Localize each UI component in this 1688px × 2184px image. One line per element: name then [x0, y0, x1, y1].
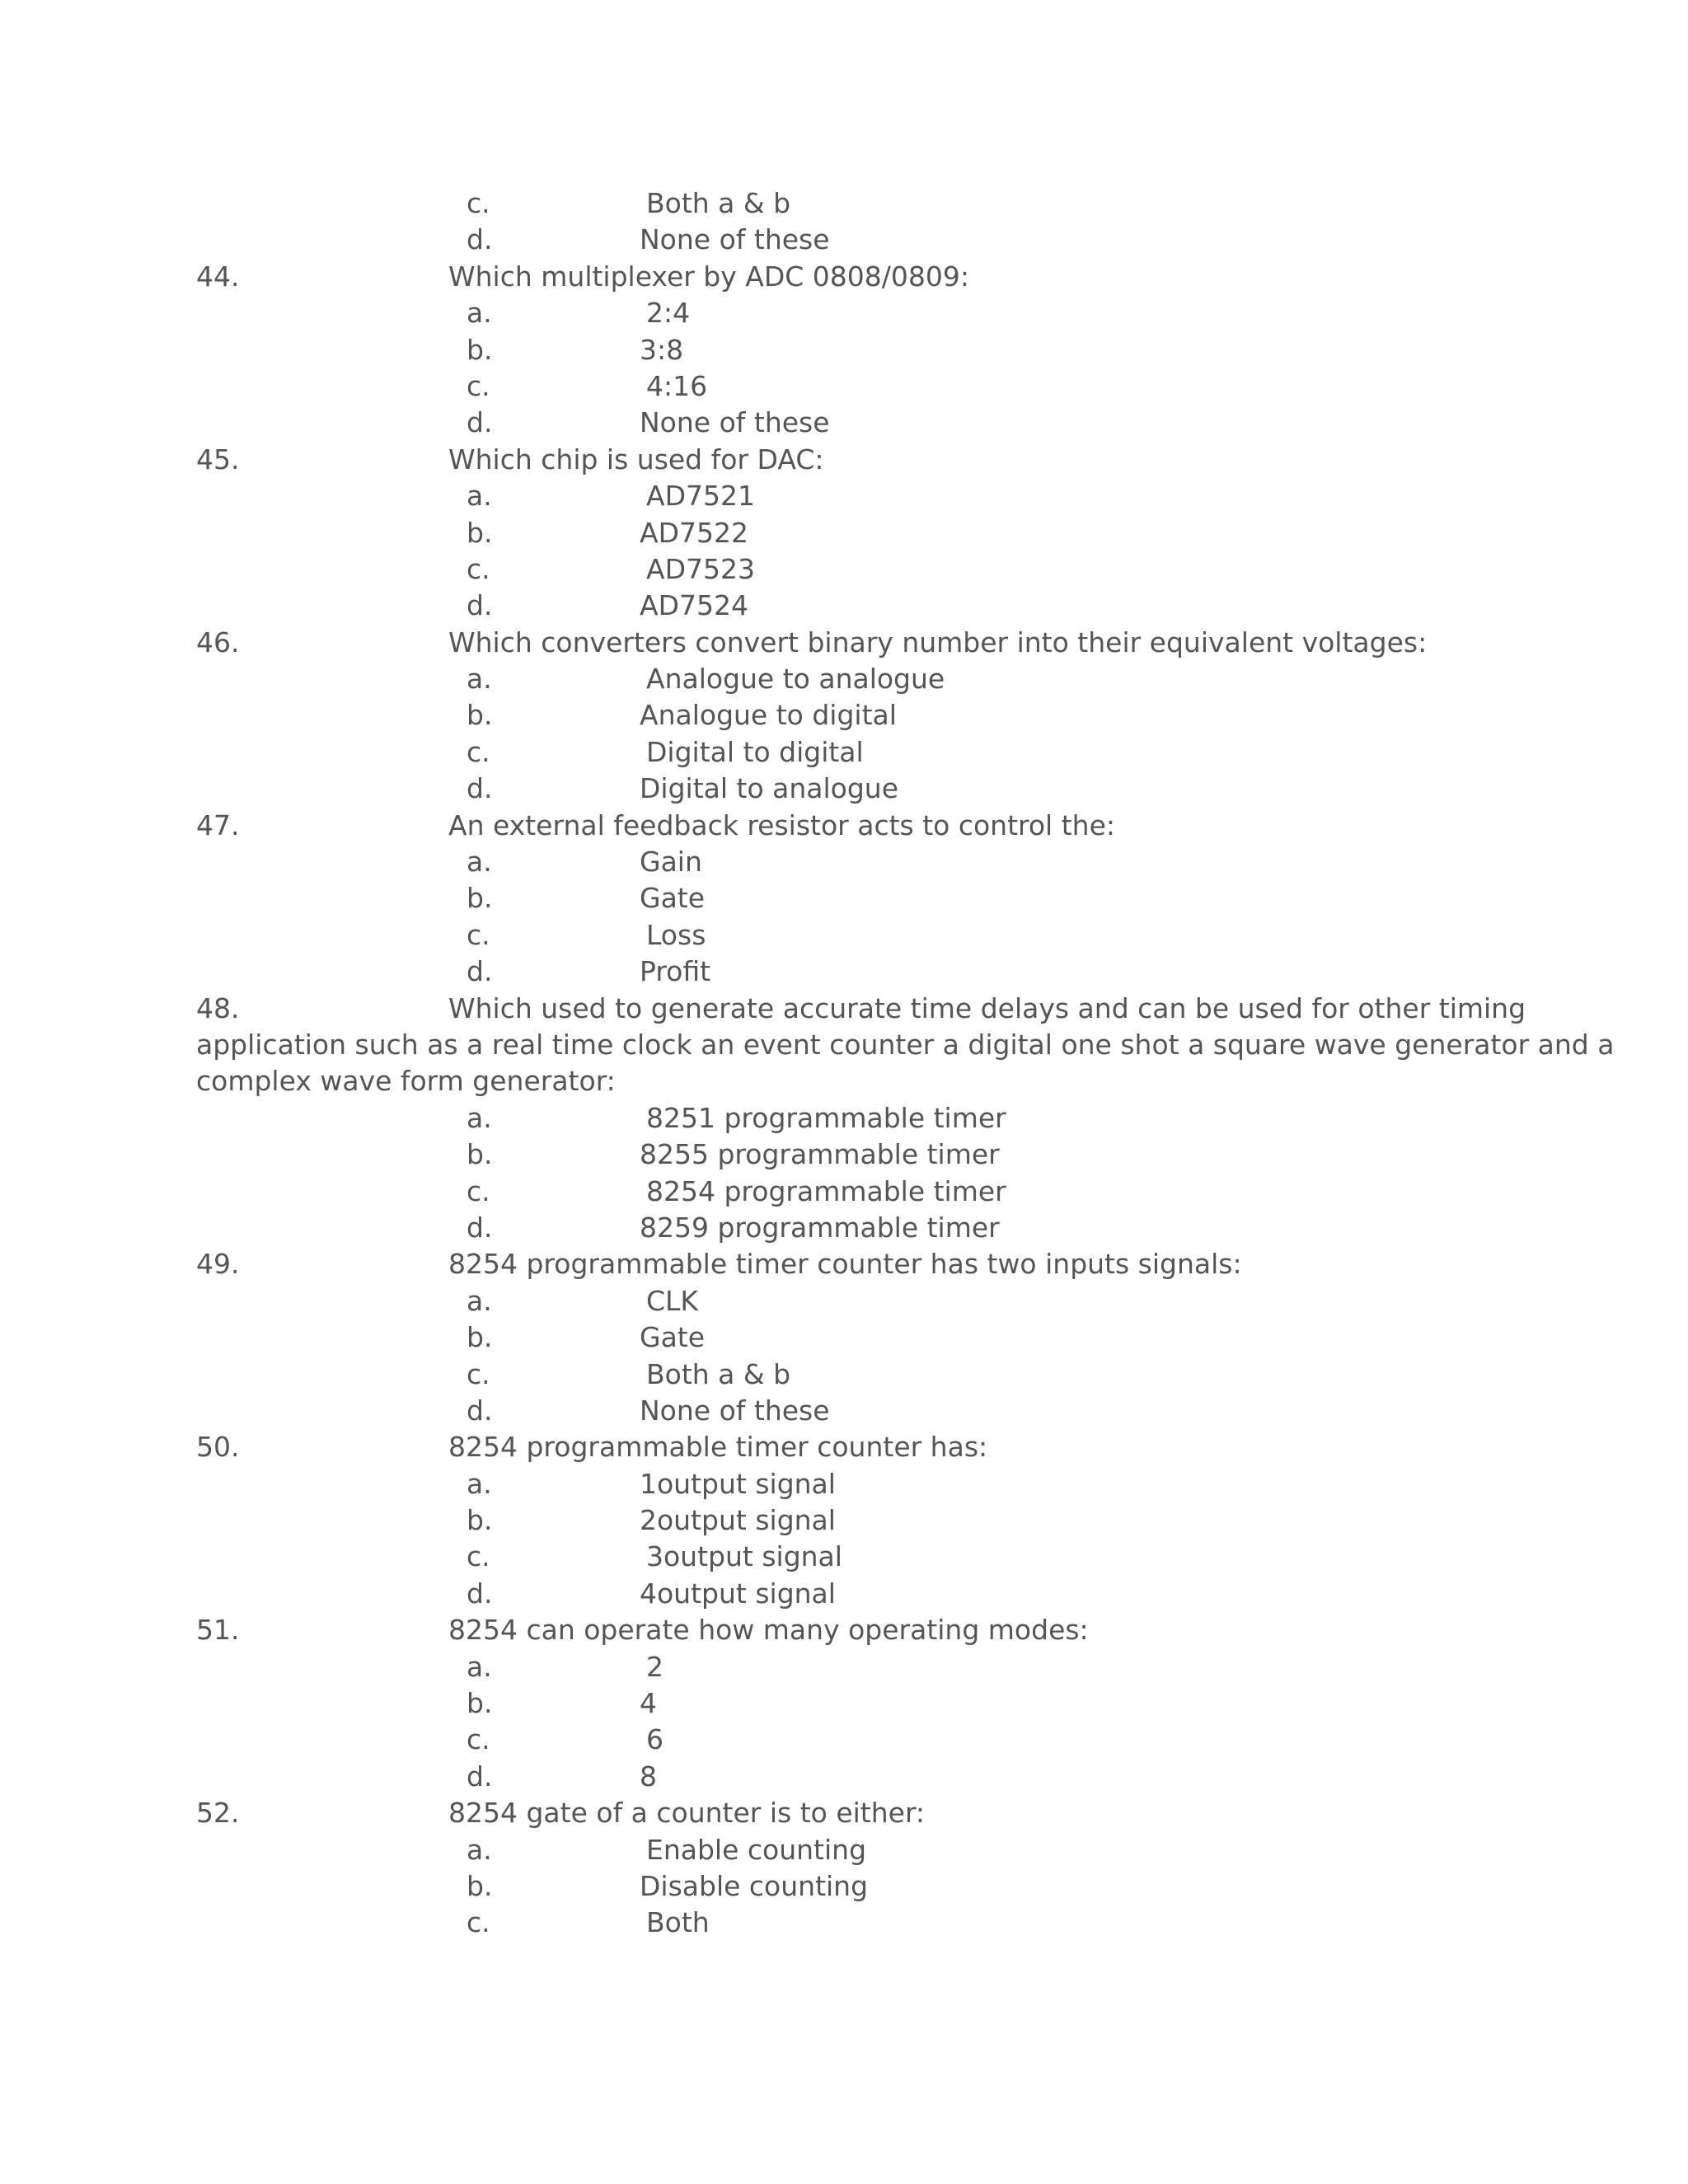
option-letter: c.	[467, 552, 490, 585]
question-number: 51.	[196, 1614, 240, 1647]
option-letter: a.	[467, 1650, 492, 1683]
option-text: 8254 programmable timer	[646, 1174, 1006, 1207]
option-text: 3output signal	[646, 1540, 842, 1573]
option-letter: d.	[467, 772, 493, 805]
option-line	[0, 405, 1688, 441]
option-line	[0, 880, 1688, 916]
option-line	[0, 1100, 1688, 1137]
option-text: AD7521	[646, 480, 755, 513]
question-continuation-line	[0, 1027, 1688, 1063]
option-text: Both a & b	[646, 187, 791, 219]
option-text: Analogue to digital	[640, 699, 897, 732]
option-line	[0, 771, 1688, 807]
option-text: 6	[646, 1723, 663, 1756]
option-letter: a.	[467, 1101, 492, 1134]
option-letter: d.	[467, 1760, 493, 1793]
option-line	[0, 1283, 1688, 1319]
option-line	[0, 661, 1688, 697]
question-text: 8254 gate of a counter is to either:	[448, 1797, 926, 1830]
option-line	[0, 1868, 1688, 1905]
question-text: Which converters convert binary number into their equivalent voltages:	[448, 626, 1428, 658]
option-text: 4:16	[646, 369, 708, 402]
option-line	[0, 734, 1688, 771]
option-letter: b.	[467, 1321, 493, 1354]
option-text: Profit	[640, 955, 711, 988]
question-line	[0, 1795, 1688, 1831]
option-text: 4	[640, 1687, 657, 1720]
option-letter: a.	[467, 297, 492, 330]
option-line	[0, 368, 1688, 405]
option-text: 4output signal	[640, 1577, 836, 1610]
option-text: Both a & b	[646, 1357, 791, 1390]
option-letter: b.	[467, 333, 493, 366]
question-text: 8254 programmable timer counter has two inputs signals:	[448, 1248, 1242, 1281]
option-line	[0, 1649, 1688, 1685]
option-text: Gate	[640, 882, 706, 915]
option-letter: a.	[467, 663, 492, 696]
option-letter: d.	[467, 223, 493, 256]
document-page	[0, 185, 1688, 1942]
question-line	[0, 1612, 1688, 1648]
option-letter: a.	[467, 480, 492, 513]
option-line	[0, 332, 1688, 368]
option-line	[0, 1393, 1688, 1429]
option-letter: d.	[467, 406, 493, 439]
option-line	[0, 515, 1688, 551]
option-text: 1output signal	[640, 1467, 836, 1500]
option-line	[0, 954, 1688, 990]
option-text: None of these	[640, 1394, 830, 1427]
option-letter: c.	[467, 1540, 490, 1573]
option-letter: b.	[467, 516, 493, 549]
option-letter: a.	[467, 1833, 492, 1866]
option-letter: b.	[467, 1504, 493, 1537]
option-text: 8251 programmable timer	[646, 1101, 1006, 1134]
option-letter: c.	[467, 369, 490, 402]
option-line	[0, 844, 1688, 880]
option-line	[0, 1174, 1688, 1210]
option-line	[0, 1759, 1688, 1795]
option-text: 8259 programmable timer	[640, 1211, 1000, 1244]
question-text: An external feedback resistor acts to control the:	[448, 808, 1115, 841]
option-letter: c.	[467, 918, 490, 951]
option-line	[0, 1905, 1688, 1941]
option-text: 2	[646, 1650, 663, 1683]
option-letter: a.	[467, 846, 492, 879]
option-text: 8255 programmable timer	[640, 1138, 1000, 1171]
option-text: Loss	[646, 918, 706, 951]
option-letter: b.	[467, 1687, 493, 1720]
question-line	[0, 442, 1688, 478]
option-line	[0, 1685, 1688, 1722]
question-number: 52.	[196, 1797, 240, 1830]
option-line	[0, 222, 1688, 258]
option-text: Enable counting	[646, 1833, 867, 1866]
option-letter: b.	[467, 1138, 493, 1171]
question-number: 44.	[196, 260, 240, 293]
option-letter: d.	[467, 1211, 493, 1244]
question-line	[0, 808, 1688, 844]
option-line	[0, 185, 1688, 222]
option-text: None of these	[640, 406, 830, 439]
question-line	[0, 1246, 1688, 1282]
option-letter: c.	[467, 1357, 490, 1390]
question-line	[0, 259, 1688, 295]
option-text: Both	[646, 1906, 710, 1939]
option-line	[0, 1466, 1688, 1502]
option-text: CLK	[646, 1284, 699, 1317]
question-text: Which multiplexer by ADC 0808/0809:	[448, 260, 969, 293]
option-letter: b.	[467, 882, 493, 915]
question-line	[0, 991, 1688, 1027]
option-letter: d.	[467, 1394, 493, 1427]
question-text: Which chip is used for DAC:	[448, 443, 824, 476]
option-line	[0, 478, 1688, 514]
option-text: None of these	[640, 223, 830, 256]
option-text: Digital to digital	[646, 735, 864, 768]
question-number: 46.	[196, 626, 240, 658]
option-letter: d.	[467, 589, 493, 622]
option-letter: a.	[467, 1284, 492, 1317]
question-text: Which used to generate accurate time delays and can be used for other timing	[448, 991, 1526, 1024]
option-letter: c.	[467, 1723, 490, 1756]
option-line	[0, 1210, 1688, 1246]
option-text: 2:4	[646, 297, 691, 330]
question-continuation-line	[0, 1063, 1688, 1099]
option-line	[0, 1357, 1688, 1393]
option-letter: c.	[467, 735, 490, 768]
question-text: 8254 can operate how many operating modes:	[448, 1614, 1089, 1647]
question-number: 45.	[196, 443, 240, 476]
option-line	[0, 917, 1688, 954]
option-line	[0, 1502, 1688, 1539]
option-letter: b.	[467, 1869, 493, 1902]
question-number: 49.	[196, 1248, 240, 1281]
question-text: 8254 programmable timer counter has:	[448, 1431, 988, 1464]
question-text: complex wave form generator:	[196, 1065, 616, 1098]
option-line	[0, 1137, 1688, 1173]
question-number: 50.	[196, 1431, 240, 1464]
option-text: 3:8	[640, 333, 684, 366]
question-text: application such as a real time clock an event counter a digital one shot a square wave generator and a	[196, 1028, 1615, 1061]
option-letter: c.	[467, 1174, 490, 1207]
option-line	[0, 588, 1688, 624]
option-letter: a.	[467, 1467, 492, 1500]
option-letter: d.	[467, 1577, 493, 1610]
option-line	[0, 295, 1688, 331]
option-letter: d.	[467, 955, 493, 988]
question-number: 48.	[196, 991, 240, 1024]
option-letter: c.	[467, 1906, 490, 1939]
option-text: AD7522	[640, 516, 748, 549]
question-line	[0, 625, 1688, 661]
option-line	[0, 1832, 1688, 1868]
option-text: Digital to analogue	[640, 772, 899, 805]
option-line	[0, 1722, 1688, 1758]
option-line	[0, 551, 1688, 588]
option-line	[0, 1319, 1688, 1356]
option-letter: c.	[467, 187, 490, 219]
option-text: AD7524	[640, 589, 748, 622]
option-text: Analogue to analogue	[646, 663, 945, 696]
option-text: 8	[640, 1760, 657, 1793]
question-number: 47.	[196, 808, 240, 841]
option-text: 2output signal	[640, 1504, 836, 1537]
option-line	[0, 1576, 1688, 1612]
option-line	[0, 697, 1688, 733]
option-text: Disable counting	[640, 1869, 869, 1902]
question-line	[0, 1429, 1688, 1465]
option-line	[0, 1539, 1688, 1575]
option-text: AD7523	[646, 552, 755, 585]
option-text: Gate	[640, 1321, 706, 1354]
option-text: Gain	[640, 846, 702, 879]
option-letter: b.	[467, 699, 493, 732]
